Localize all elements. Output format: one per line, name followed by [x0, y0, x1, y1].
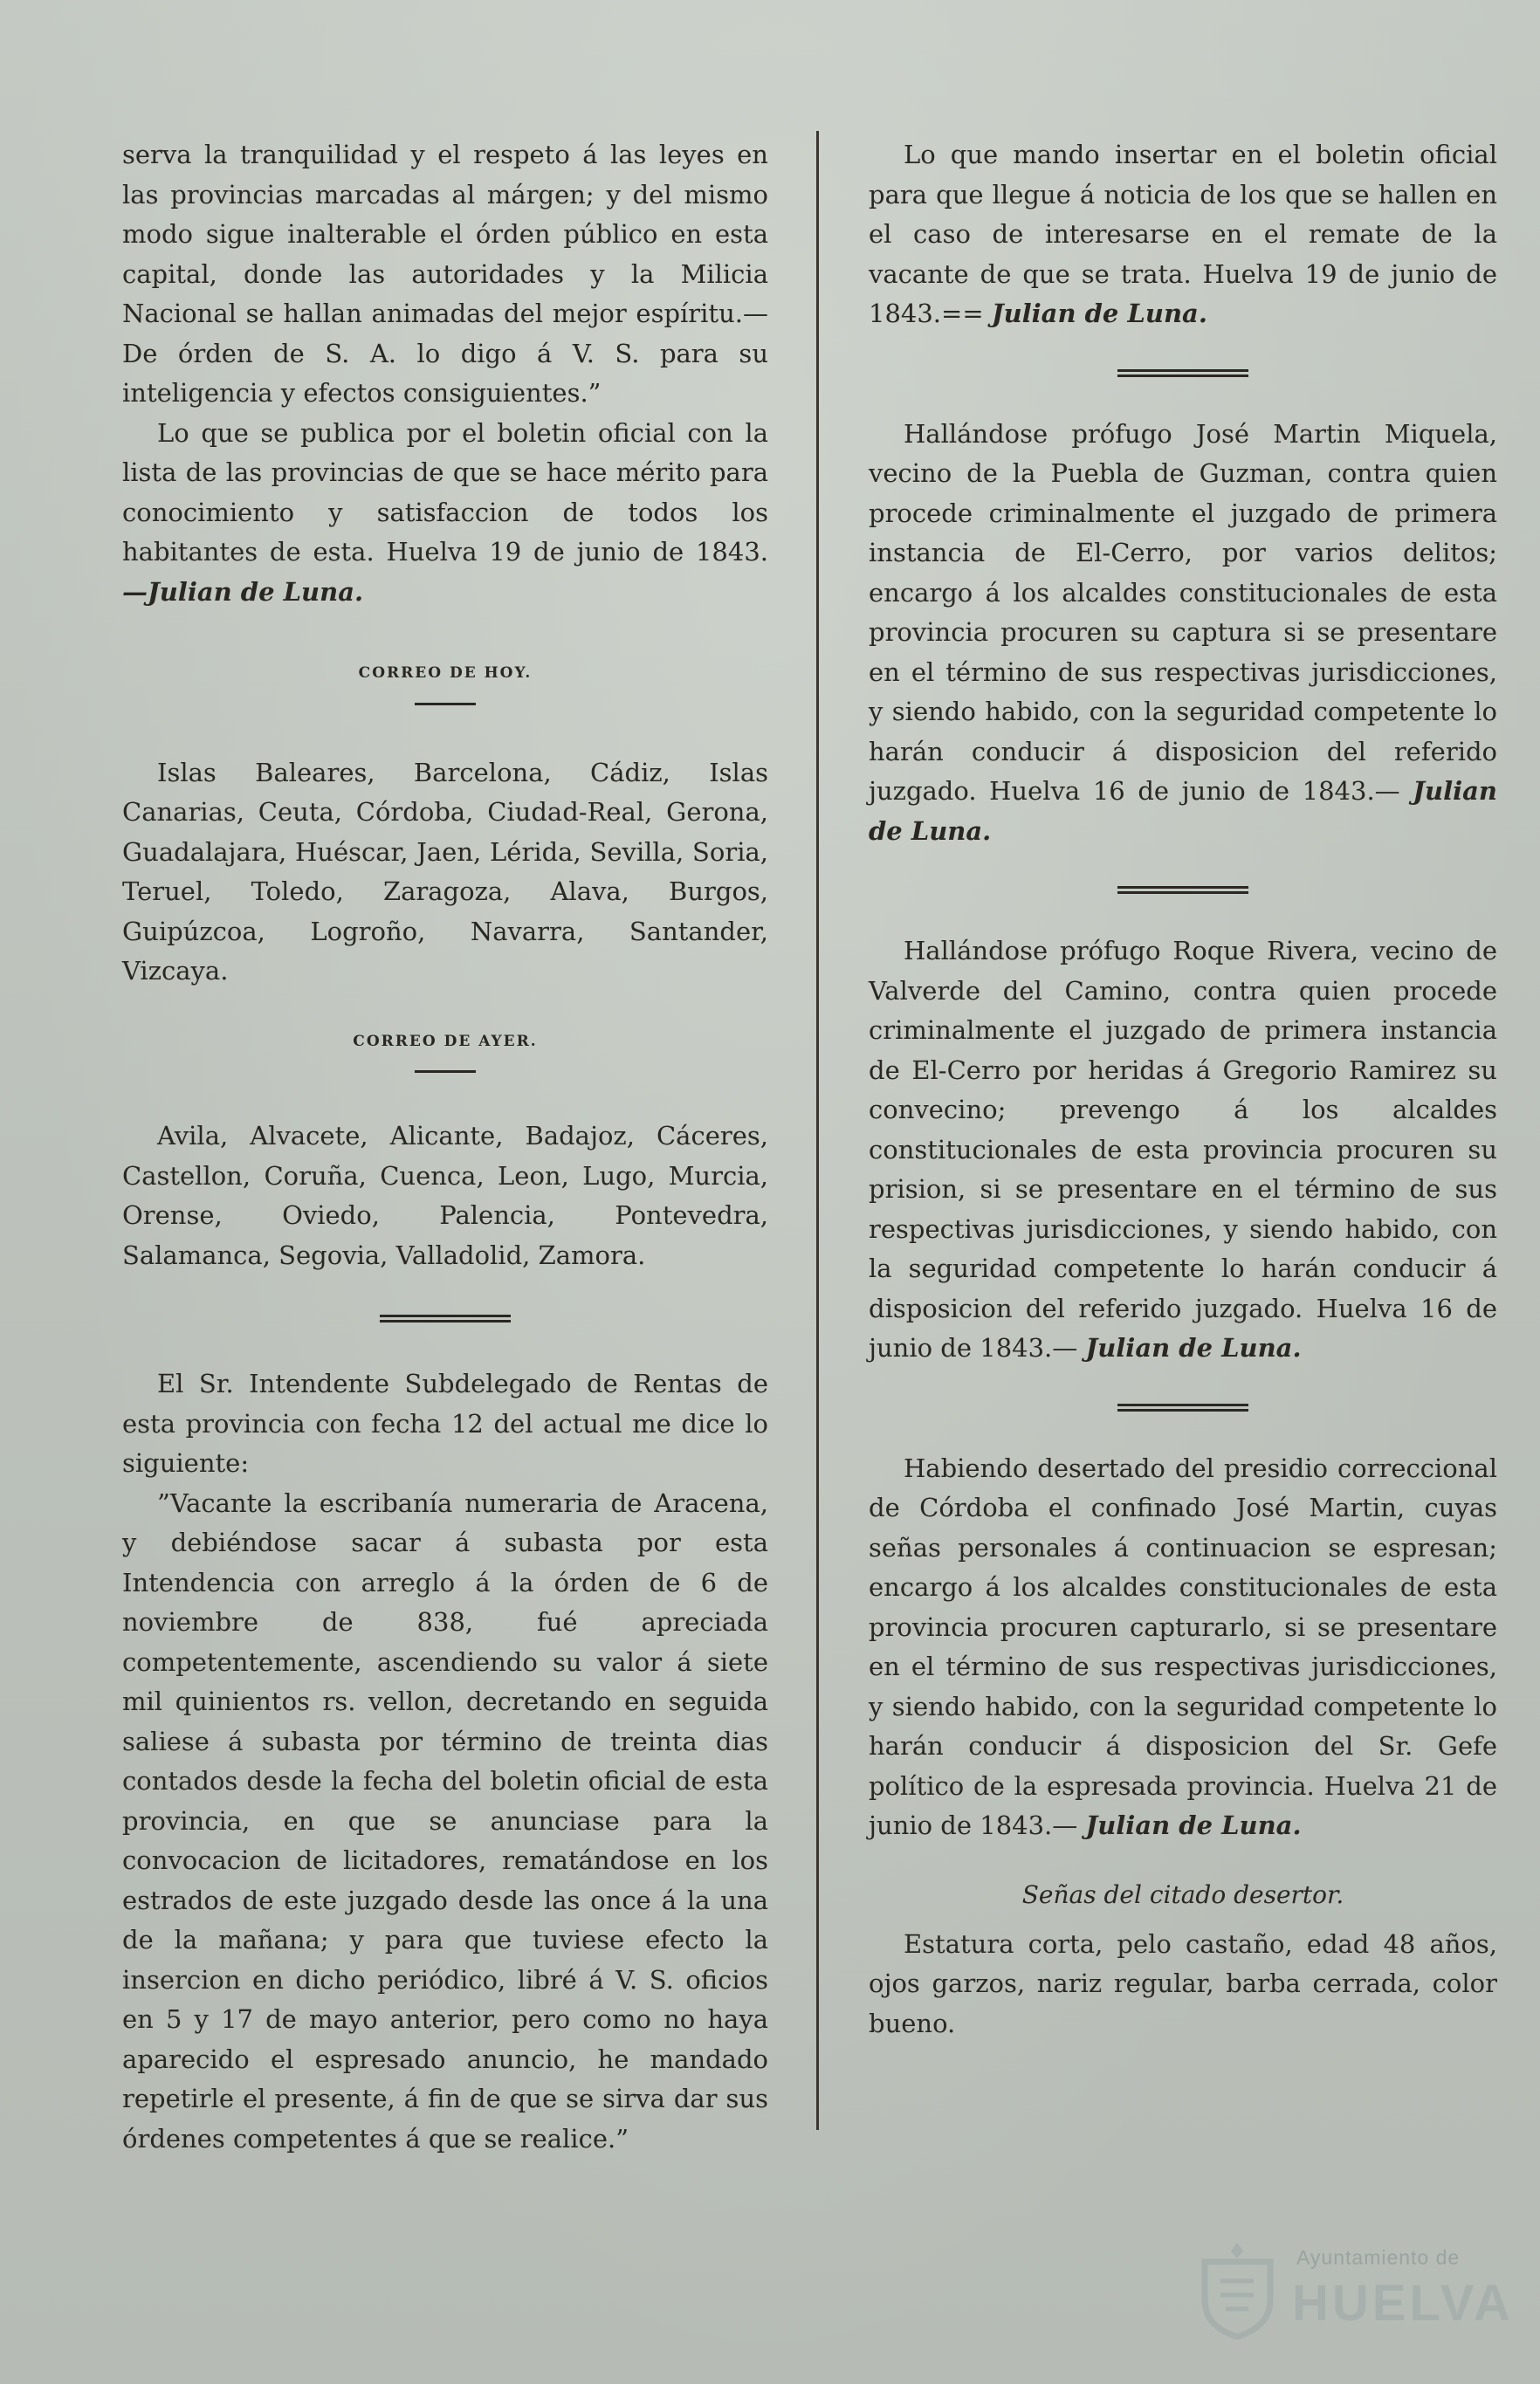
insert-paragraph	[869, 135, 1497, 334]
right-column	[869, 135, 1497, 2044]
crest-icon	[1196, 2239, 1279, 2339]
rivera-text: Hallándose prófugo Roque Rivera, vecino de Valverde del Camino, contra quien procede criminalmente el juzgado de primera instancia de El-Cerro por heridas á Gregorio Ramirez su convecino; prevengo á los alcaldes constitucionales de esta provincia procuren su prision, si se presentare en el término de sus respectivas jurisdicciones, y siendo habido, con la seguridad competente lo harán conducir á disposicion del referido juzgado. Huelva 16 de junio de 1843.—	[869, 936, 1497, 1363]
correo-hoy-heading: CORREO DE HOY.	[358, 664, 533, 682]
rivera-signature: Julian de Luna.	[1085, 1333, 1302, 1363]
desertor-signature: Julian de Luna.	[1085, 1810, 1302, 1840]
section-double-rule-2	[1117, 886, 1248, 894]
section-double-rule-3	[1117, 1404, 1248, 1412]
intendente-quote: ”Vacante la escribanía numeraria de Aracena, y debiéndose sacar á subasta por esta Intendencia con arreglo á la órden de 6 de noviembre de 838, fué apreciada competentemente, ascendiendo su valor á siete mil quinientos rs. vellon, decretando en seguida saliese á subasta por término de treinta dias contados desde la fecha del boletin oficial de esta provincia, en que se anunciase para la convocacion de licitadores, rematándose en los estrados de este juzgado desde las once á la una de la mañana; y para que tuviese efecto la insercion en dicho periódico, libré á V. S. oficios en 5 y 17 de mayo anterior, pero como no haya aparecido el espresado anuncio, he mandado repetirle el presente, á fin de que se sirva dar sus órdenes competentes á que se realice.”	[122, 1487, 768, 2154]
miquela-text: Hallándose prófugo José Martin Miquela, vecino de la Puebla de Guzman, contra quien procede criminalmente el juzgado de primera instancia de El-Cerro, por varios delitos; encargo á los alcaldes constitucionales de esta provincia procuren su captura si se presentare en el término de sus respectivas jurisdicciones, y siendo habido, con la seguridad competente lo harán conducir á disposicion del referido juzgado. Huelva 16 de junio de 1843.—	[869, 418, 1497, 806]
correo-ayer-heading: CORREO DE AYER.	[353, 1032, 538, 1050]
desertor-paragraph	[869, 1449, 1497, 1846]
intro-paragraph: serva la tranquilidad y el respeto á las leyes en las provincias marcadas al márgen; y del mismo modo sigue inalterable el órden público en esta capital, donde las autoridades y la Milicia Nacional se hallan animadas del mejor espíritu.—De órden de S. A. lo digo á V. S. para su inteligencia y efectos consiguientes.”	[122, 140, 768, 408]
insert-signature: Julian de Luna.	[991, 299, 1207, 328]
intendente-intro: El Sr. Intendente Subdelegado de Rentas de esta provincia con fecha 12 del actual me dice lo siguiente:	[122, 1369, 768, 1478]
publish-text: Lo que se publica por el boletin oficial con la lista de las provincias de que se hace mérito para conocimiento y satisfaccion de todos los habitantes de esta. Huelva 19 de junio de 1843.	[122, 417, 768, 567]
column-divider	[816, 131, 819, 2130]
senas-paragraph: Estatura corta, pelo castaño, edad 48 años, ojos garzos, nariz regular, barba cerrada, color bueno.	[869, 1928, 1497, 2038]
desertor-text: Habiendo desertado del presidio correccional de Córdoba el confinado José Martin, cuyas señas personales á continuacion se espresan; encargo á los alcaldes constitucionales de esta provincia procuren capturarlo, si se presentare en el término de sus respectivas jurisdicciones, y siendo habido, con la seguridad competente lo harán conducir á disposicion del Sr. Gefe político de la espresada provincia. Huelva 21 de junio de 1843.—	[869, 1453, 1497, 1840]
ayuntamiento-watermark	[1196, 2230, 1514, 2353]
left-column	[122, 135, 768, 2159]
section-double-rule	[380, 1315, 511, 1323]
section-double-rule-1	[1117, 369, 1248, 377]
rivera-paragraph	[869, 931, 1497, 1369]
senas-heading: Señas del citado desertor.	[1021, 1879, 1344, 1909]
publish-signature: —Julian de Luna.	[122, 576, 364, 607]
insert-text: Lo que mando insertar en el boletin oficial para que llegue á noticia de los que se hallen en el caso de interesarse en el remate de la vacante de que se trata. Huelva 19 de junio de 1843.==	[869, 140, 1497, 328]
correo-ayer-list: Avila, Alvacete, Alicante, Badajoz, Cáceres, Castellon, Coruña, Cuenca, Leon, Lugo, Murcia, Orense, Oviedo, Palencia, Pontevedra, Salamanca, Segovia, Valladolid, Zamora.	[122, 1121, 768, 1270]
watermark-big-text: HUELVA	[1292, 2275, 1514, 2332]
miquela-paragraph	[869, 415, 1497, 852]
miquela-signature: Julian de Luna.	[869, 776, 1498, 846]
correo-hoy-list: Islas Baleares, Barcelona, Cádiz, Islas Canarias, Ceuta, Córdoba, Ciudad-Real, Gerona, Guadalajara, Huéscar, Jaen, Lérida, Sevilla, Soria, Teruel, Toledo, Zaragoza, Alava, Burgos, Guipúzcoa, Logroño, Navarra, Santander, Vizcaya.	[122, 757, 768, 986]
watermark-small-text: Ayuntamiento de	[1296, 2246, 1461, 2269]
publish-paragraph	[122, 414, 768, 613]
